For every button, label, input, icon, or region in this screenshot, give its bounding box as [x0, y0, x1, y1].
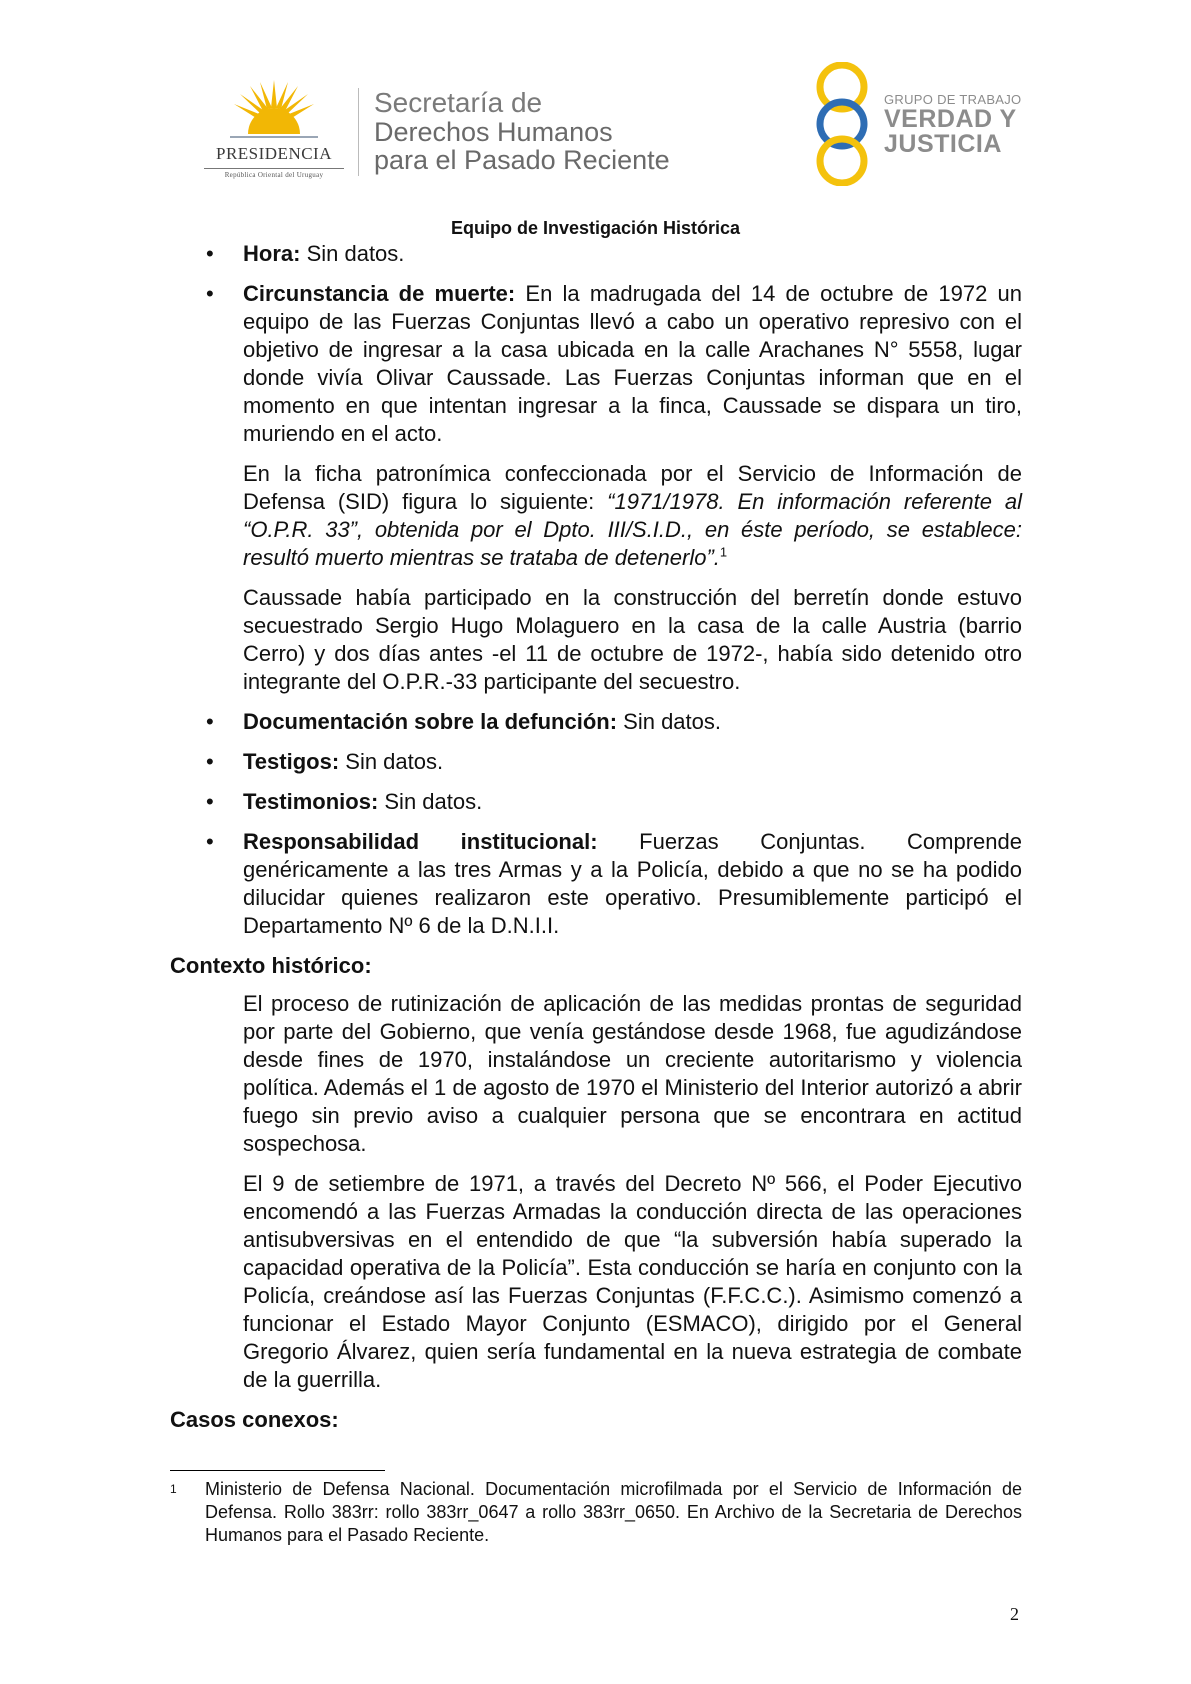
divider [204, 168, 344, 169]
linked-rings-icon [812, 62, 872, 186]
item-responsabilidad [170, 828, 1022, 940]
section-heading-contexto: Contexto histórico: [170, 953, 372, 978]
secretaria-line-1: Secretaría de [374, 87, 543, 118]
item-value: Sin datos. [300, 241, 405, 266]
item-label: Testigos: [243, 749, 340, 774]
item-value: Sin datos. [378, 789, 483, 814]
footnote-number: 1 [170, 1482, 177, 1496]
presidencia-logo [196, 78, 352, 178]
footnote [170, 1478, 1022, 1547]
grupo-line-2: VERDAD Y [884, 105, 1017, 133]
page-number: 2 [1010, 1604, 1019, 1624]
item-testimonios [170, 788, 1022, 816]
item-label: Hora: [243, 241, 301, 266]
item-label: Documentación sobre la defunción: [243, 709, 618, 734]
page-header [0, 0, 1191, 210]
paragraph-contexto-1: El proceso de rutinización de aplicación de las medidas prontas de seguridad por parte del Gobierno, que venía gestándose desde 1968, fue agudizándose desde fines de 1970, instalándose un creciente autoritarismo y violencia política. Además el 1 de agosto de 1970 el Ministerio del Interior autorizó a abrir fuego sin previo aviso a cualquier persona que se encontrara en actitud sospechosa. [243, 991, 1022, 1156]
secretaria-line-2: Derechos Humanos [374, 117, 613, 147]
item-label: Testimonios: [243, 789, 379, 814]
item-circunstancia [170, 280, 1022, 448]
bullet-icon: • [206, 281, 214, 306]
item-hora [170, 240, 1022, 268]
bullet-icon: • [206, 749, 214, 774]
paragraph-text: En la ficha patronímica confeccionada por el Servicio de Información de Defensa (SID) figura lo siguiente: [243, 461, 1022, 514]
bullet-icon: • [206, 241, 214, 266]
footnote-reference[interactable]: 1 [719, 544, 728, 560]
quote-text: “1971/1978. En información referente al “O.P.R. 33”, obtenida por el Dpto. III/S.I.D., en éste período, se establece: resultó muerto mientras se trataba de detenerlo”. [243, 489, 1022, 570]
item-value: Sin datos. [339, 749, 444, 774]
item-testigos [170, 748, 1022, 776]
paragraph-caussade: Caussade había participado en la construcción del berretín donde estuvo secuestrado Sergio Hugo Molaguero en la casa de la calle Austria (barrio Cerro) y dos días antes -el 11 de octubre de 1972-, había sido detenido otro integrante del O.P.R.-33 participante del secuestro. [243, 585, 1022, 694]
item-value: En la madrugada del 14 de octubre de 1972 un equipo de las Fuerzas Conjuntas llevó a cabo un operativo represivo con el objetivo de ingresar a la casa ubicada en la calle Arachanes N° 5558, lugar donde vivía Olivar Caussade. Las Fuerzas Conjuntas informan que en el momento en que intentan ingresar a la finca, Caussade se dispara un tiro, muriendo en el acto. [243, 281, 1022, 446]
footnote-text: Ministerio de Defensa Nacional. Documentación microfilmada por el Servicio de Información de Defensa. Rollo 383rr: rollo 383rr_0647 a rollo 383rr_0650. En Archivo de la Secretaria de Derechos Humanos para el Pasado Reciente. [205, 1479, 1022, 1545]
divider [358, 88, 359, 176]
item-value: Fuerzas Conjuntas. Comprende genéricamente a las tres Armas y a la Policía, debido a que no se ha podido dilucidar quienes realizaron este operativo. Presumiblemente participó el Departamento Nº 6 de la D.N.I.I. [243, 829, 1022, 938]
presidencia-name: PRESIDENCIA [215, 144, 332, 163]
bullet-icon: • [206, 789, 214, 814]
paragraph-ficha [170, 460, 1022, 572]
secretaria-logo-text [374, 88, 670, 174]
grupo-line-3: JUSTICIA [884, 130, 1002, 158]
presidencia-subtitle: República Oriental del Uruguay [224, 171, 324, 179]
section-heading-casos: Casos conexos: [170, 1407, 339, 1432]
grupo-trabajo-logo [812, 62, 1022, 187]
item-documentacion [170, 708, 1022, 736]
item-value: Sin datos. [617, 709, 721, 734]
grupo-trabajo-text [884, 92, 1021, 157]
footnote-divider [170, 1470, 385, 1471]
document-subtitle: Equipo de Investigación Histórica [450, 218, 741, 238]
grupo-line-1: GRUPO DE TRABAJO [884, 92, 1022, 107]
secretaria-line-3: para el Pasado Reciente [374, 145, 670, 175]
item-label: Responsabilidad institucional: [243, 829, 598, 854]
bullet-icon: • [206, 709, 214, 734]
paragraph-contexto-2: El 9 de setiembre de 1971, a través del Decreto Nº 566, el Poder Ejecutivo encomendó a las Fuerzas Armadas la conducción directa de las operaciones antisubversivas en el entendido de que “la subversión había superado la capacidad operativa de la Policía”. Esta conducción se haría en conjunto con la Policía, creándose así las Fuerzas Conjuntas (F.F.C.C.). Asimismo comenzó a funcionar el Estado Mayor Conjunto (ESMACO), dirigido por el General Gregorio Álvarez, quien sería fundamental en la nueva estrategia de combate de la guerrilla. [243, 1171, 1022, 1392]
bullet-icon: • [206, 829, 214, 854]
sun-emblem-icon [230, 78, 318, 144]
document-body [170, 240, 1022, 1444]
item-label: Circunstancia de muerte: [243, 281, 516, 306]
